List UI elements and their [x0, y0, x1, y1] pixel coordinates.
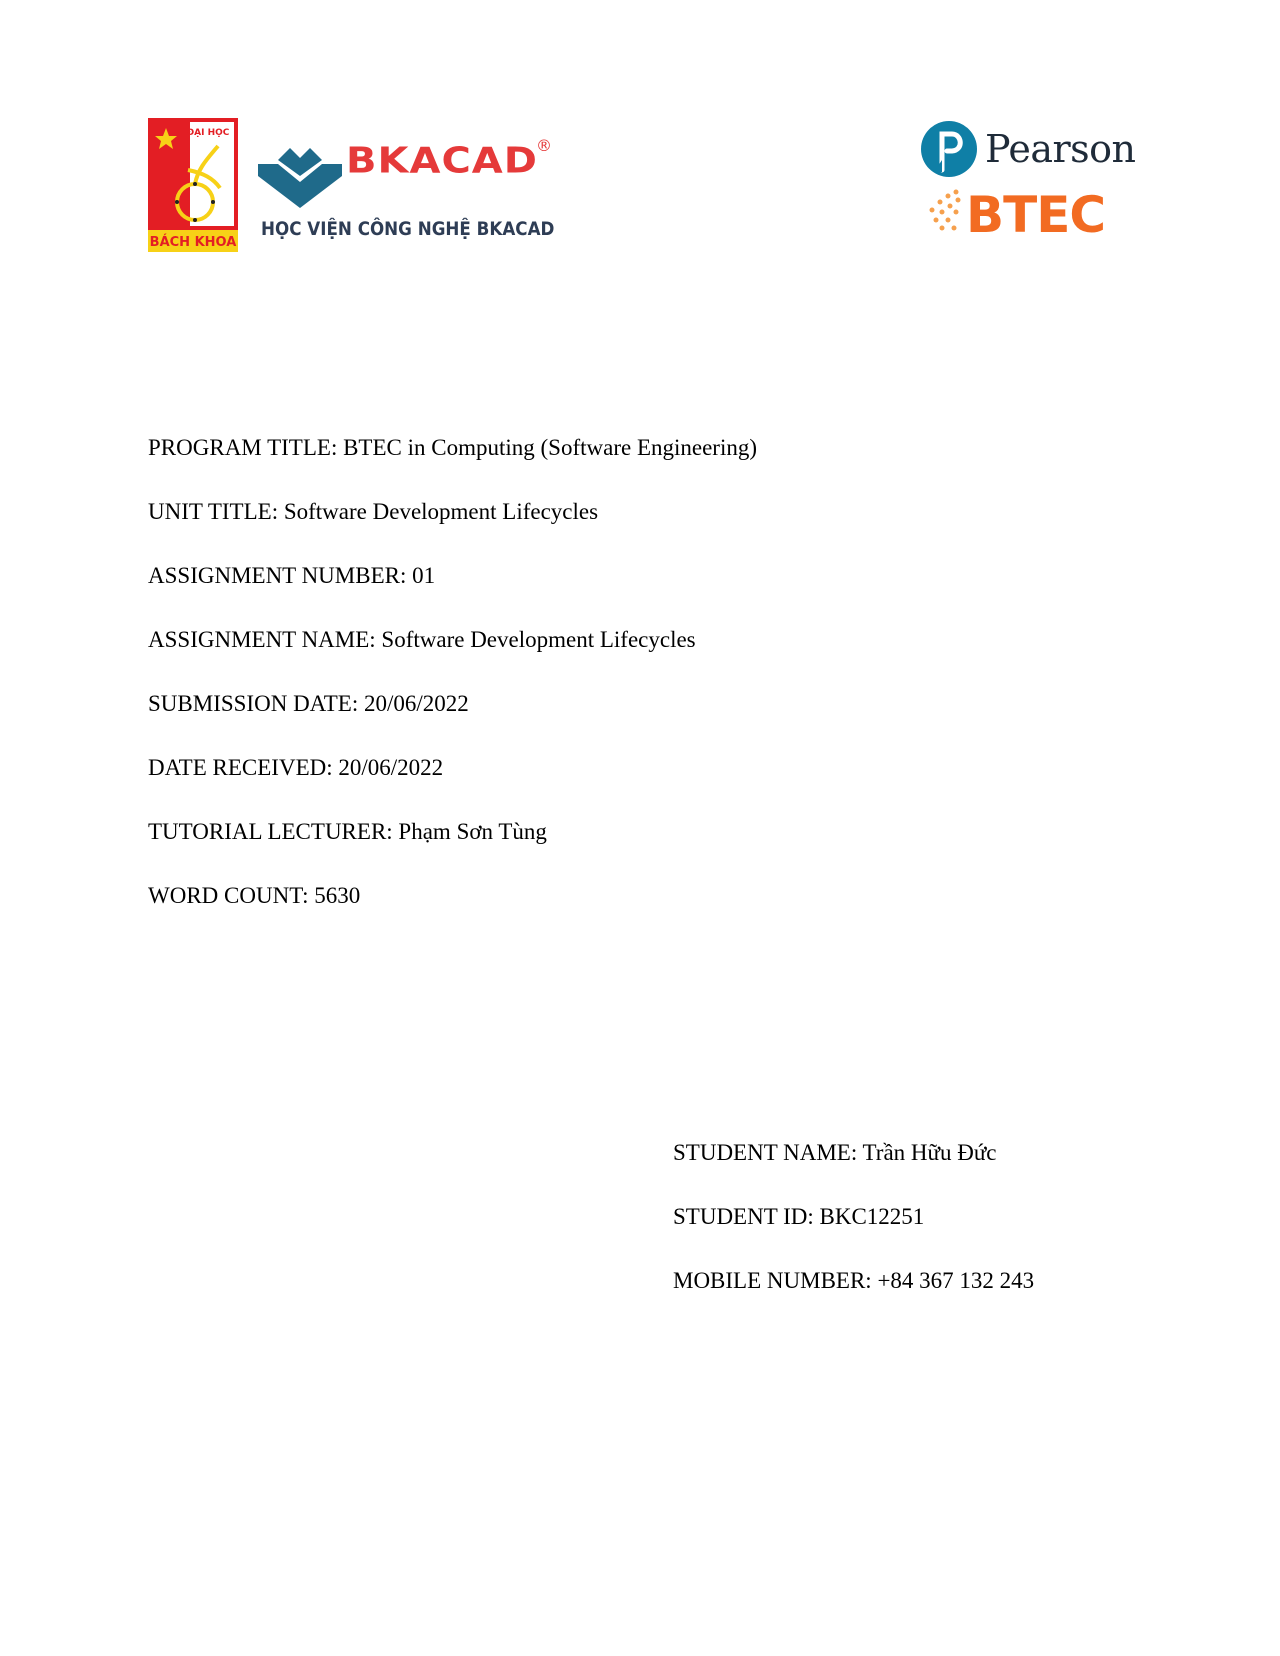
bachkhoa-logo	[148, 118, 238, 252]
submission-date: SUBMISSION DATE: 20/06/2022	[148, 691, 469, 716]
btec-dots-icon	[926, 186, 966, 236]
bkacad-subtitle: HỌC VIỆN CÔNG NGHỆ BKACAD	[261, 218, 555, 240]
student-name: STUDENT NAME: Trần Hữu Đức	[673, 1140, 997, 1165]
btec-name: BTEC	[966, 186, 1106, 244]
bachkhoa-logo-graphic	[148, 118, 238, 252]
pearson-p-icon	[920, 120, 978, 182]
bachkhoa-bottom-text: BÁCH KHOA	[149, 235, 237, 250]
pearson-btec-logo	[920, 120, 1136, 246]
student-info	[673, 1121, 1233, 1313]
tutorial-lecturer: TUTORIAL LECTURER: Phạm Sơn Tùng	[148, 819, 547, 844]
mobile-number: MOBILE NUMBER: +84 367 132 243	[673, 1268, 1035, 1293]
bachkhoa-top-text: ĐẠI HỌC	[186, 128, 230, 138]
student-id: STUDENT ID: BKC12251	[673, 1204, 925, 1229]
registered-mark: ®	[536, 136, 552, 155]
date-received: DATE RECEIVED: 20/06/2022	[148, 755, 444, 780]
program-title: PROGRAM TITLE: BTEC in Computing (Software Engineering)	[148, 435, 758, 460]
word-count: WORD COUNT: 5630	[148, 883, 361, 908]
assignment-info	[148, 416, 1048, 928]
unit-title: UNIT TITLE: Software Development Lifecycles	[148, 499, 599, 524]
pearson-name: Pearson	[985, 127, 1136, 171]
assignment-name: ASSIGNMENT NAME: Software Development Lifecycles	[148, 627, 696, 652]
bkacad-mark-icon	[258, 142, 342, 212]
bkacad-logo	[258, 138, 558, 250]
bkacad-name: BKACAD	[346, 140, 538, 182]
assignment-number: ASSIGNMENT NUMBER: 01	[148, 563, 436, 588]
